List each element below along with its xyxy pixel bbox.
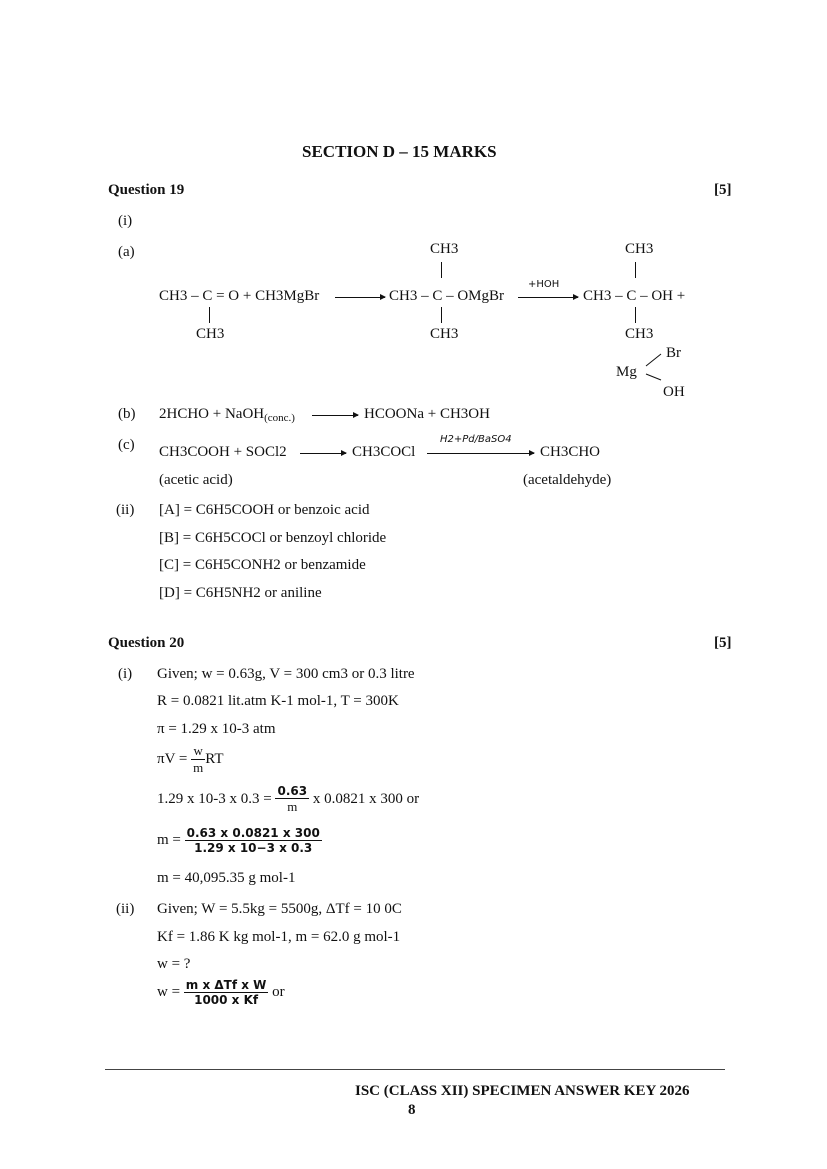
section-title: SECTION D – 15 MARKS — [302, 142, 497, 161]
eq3-fraction — [185, 826, 322, 855]
q20-ii-given: Given; W = 5.5kg = 5500g, ΔTf = 10 0C — [157, 901, 402, 917]
reaction-c-left: CH3COOH + SOCl2 — [159, 444, 287, 460]
reaction-b-right: HCOONa + CH3OH — [364, 406, 490, 422]
eq1-num: w — [191, 743, 205, 760]
page-number: 8 — [408, 1102, 416, 1118]
compound-c: [C] = C6H5CONH2 or benzamide — [159, 557, 366, 573]
arrow-c1 — [300, 453, 346, 454]
q20-part-ii-label: (ii) — [116, 901, 135, 917]
question-19-marks: [5] — [714, 182, 732, 198]
eq2-left: 1.29 x 10-3 x 0.3 = — [157, 790, 272, 807]
reaction-b-conc: (conc.) — [264, 412, 295, 424]
acetic-acid-name: (acetic acid) — [159, 472, 233, 488]
q19-c-label: (c) — [118, 437, 135, 453]
q20-i-constants: R = 0.0821 lit.atm K-1 mol-1, T = 300K — [157, 693, 399, 709]
question-20-marks: [5] — [714, 635, 732, 651]
q20-i-equation — [157, 743, 224, 776]
arrow-a1 — [335, 297, 385, 298]
eq2-num: 0.63 — [277, 784, 308, 798]
ch3-bottom-reactant: CH3 — [196, 326, 225, 342]
reaction-c-mid: CH3COCl — [352, 444, 416, 460]
reagent-hoh: +HOH — [528, 279, 560, 290]
q19-a-label: (a) — [118, 244, 135, 260]
arrow-a2 — [518, 297, 578, 298]
reaction-a-product: CH3 – C – OH + — [583, 288, 686, 304]
q20-i-result: m = 40,095.35 g mol-1 — [157, 870, 296, 886]
bond-bottom-intermediate — [441, 307, 442, 323]
compound-d: [D] = C6H5NH2 or aniline — [159, 585, 322, 601]
eq4-right: or — [272, 983, 285, 1000]
mg-bonds — [644, 350, 664, 384]
q20-i-pressure: π = 1.29 x 10-3 atm — [157, 721, 276, 737]
footer-divider — [105, 1069, 725, 1070]
ch3-bottom-product: CH3 — [625, 326, 654, 342]
ch3-bottom-intermediate: CH3 — [430, 326, 459, 342]
acetaldehyde-name: (acetaldehyde) — [523, 472, 612, 488]
compound-b: [B] = C6H5COCl or benzoyl chloride — [159, 530, 387, 546]
q20-ii-unknown: w = ? — [157, 956, 191, 972]
q20-i-substitution — [157, 784, 419, 815]
eq1-right: RT — [205, 750, 224, 767]
eq1-den: m — [193, 760, 204, 775]
reaction-b-reactants: 2HCHO + NaOH — [159, 406, 265, 422]
eq1-left: πV = — [157, 750, 188, 767]
mg-label: Mg — [616, 364, 637, 380]
reaction-a-intermediate: CH3 – C – OMgBr — [389, 288, 505, 304]
ch3-top-product: CH3 — [625, 241, 654, 257]
arrow-c2 — [427, 453, 534, 454]
eq2-den: m — [287, 799, 298, 814]
question-20-title: Question 20 — [108, 635, 185, 651]
reaction-c-right: CH3CHO — [540, 444, 601, 460]
eq4-num: m x ΔTf x W — [185, 978, 267, 992]
eq4-fraction — [184, 978, 269, 1007]
bond-bottom-reactant — [209, 307, 210, 323]
eq1-fraction — [191, 743, 205, 776]
eq2-fraction — [275, 784, 309, 815]
reaction-b-left — [159, 406, 295, 423]
reagent-rosenmund: H2+Pd/BaSO4 — [440, 434, 512, 445]
q19-part-i-label: (i) — [118, 213, 133, 229]
footer-title: ISC (CLASS XII) SPECIMEN ANSWER KEY 2026 — [355, 1083, 690, 1099]
oh-label: OH — [663, 384, 685, 400]
bond-top-product — [635, 262, 636, 278]
reaction-a-reactant: CH3 – C = O + CH3MgBr — [159, 288, 320, 304]
q19-b-label: (b) — [118, 406, 136, 422]
eq4-den: 1000 x Kf — [194, 993, 259, 1007]
q20-i-m-formula — [157, 826, 322, 855]
ch3-top-intermediate: CH3 — [430, 241, 459, 257]
eq2-right: x 0.0821 x 300 or — [312, 790, 420, 807]
compound-a: [A] = C6H5COOH or benzoic acid — [159, 502, 370, 518]
eq4-left: w = — [157, 983, 181, 1000]
q20-ii-formula — [157, 978, 285, 1007]
bond-bottom-product — [635, 307, 636, 323]
q20-i-given: Given; w = 0.63g, V = 300 cm3 or 0.3 litre — [157, 666, 415, 682]
eq3-left: m = — [157, 831, 181, 848]
q20-ii-constants: Kf = 1.86 K kg mol-1, m = 62.0 g mol-1 — [157, 929, 401, 945]
bond-top-intermediate — [441, 262, 442, 278]
q19-part-ii-label: (ii) — [116, 502, 135, 518]
eq3-den: 1.29 x 10−3 x 0.3 — [194, 841, 313, 855]
arrow-b — [312, 415, 358, 416]
q20-part-i-label: (i) — [118, 666, 133, 682]
question-19-title: Question 19 — [108, 182, 185, 198]
eq3-num: 0.63 x 0.0821 x 300 — [186, 826, 320, 840]
br-label: Br — [666, 345, 681, 361]
